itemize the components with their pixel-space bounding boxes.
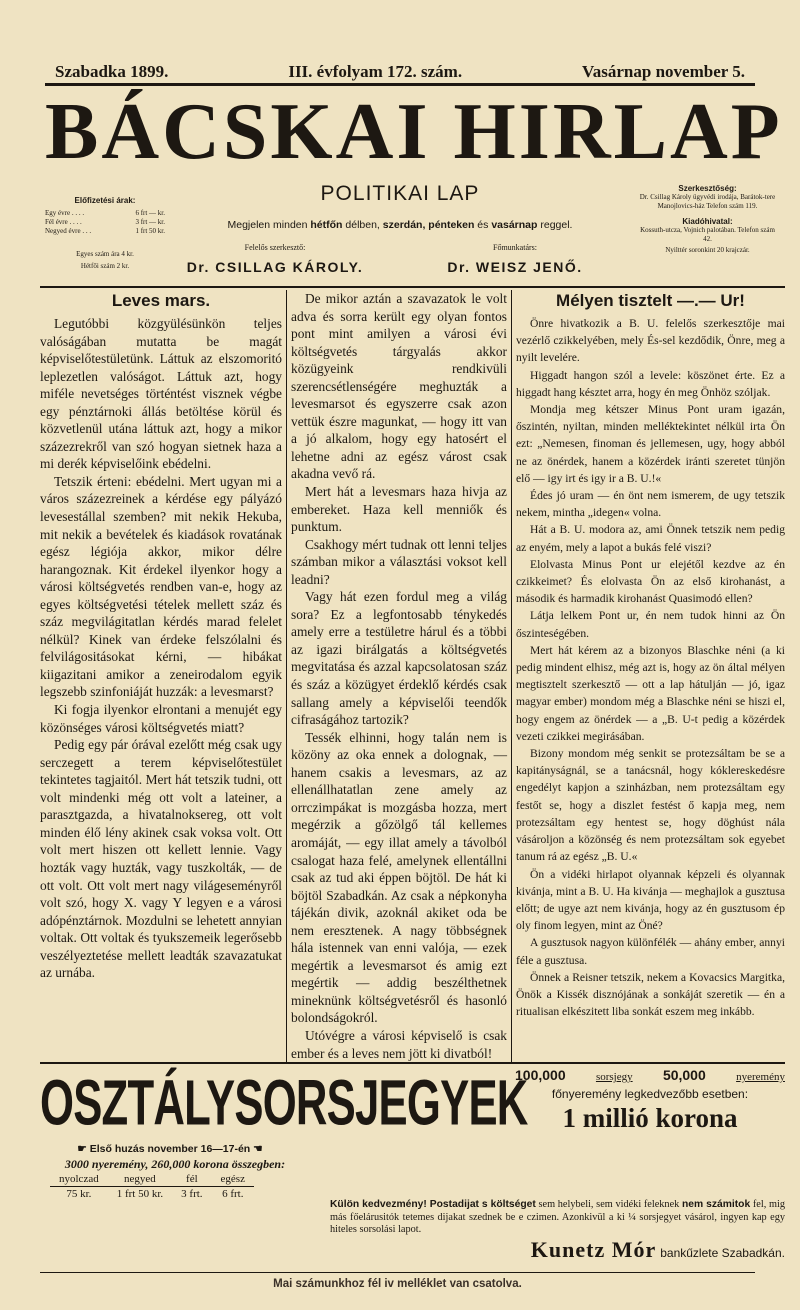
th: nyolczad <box>59 1173 99 1186</box>
publisher-heading: Kiadóhivatal: <box>682 217 733 226</box>
article-paragraph: Látja lelkem Pont ur, én nem tudok hinni az Ön őszinteségében. <box>516 609 785 640</box>
t: Első huzás november 16—17-én <box>89 1143 251 1156</box>
special-offer <box>330 1199 785 1237</box>
article-paragraph: Elolvasta Minus Pont ur elejétől kezdve az én czikkeimet? És elolvasta Ön az első kirohanást, a második és harmadik kirohanást Quasimodó ellen? <box>516 557 785 606</box>
t: szerdán, pénteken <box>382 219 475 231</box>
article-columns <box>40 286 785 1062</box>
seller <box>330 1237 785 1266</box>
t: bankűzlete Szabadkán. <box>660 1245 785 1260</box>
t: vasárnap <box>491 219 538 231</box>
price-table <box>50 1172 510 1201</box>
t: és <box>474 219 492 231</box>
t: délben, <box>342 219 383 231</box>
article-title: Leves mars. <box>111 291 211 310</box>
editorial-heading: Szerkesztőség: <box>678 184 737 193</box>
place-year: Szabadka 1899. <box>55 62 169 81</box>
prices-heading: Előfizetési árak: <box>74 196 136 205</box>
t: reggel. <box>537 219 573 231</box>
first-draw <box>40 1142 300 1156</box>
td: 3 frt. <box>181 1188 203 1201</box>
monday-price: Hétfői szám 2 kr. <box>80 262 130 270</box>
ad-headline: OSZTÁLYSORSJEGYEK <box>40 1066 528 1139</box>
editor-label: Felelős szerkesztő: <box>244 243 306 252</box>
dateline <box>55 62 745 82</box>
article-paragraph: Tetszik érteni: ebédelni. Mert ugyan mi a város százezreinek a kérdése egy pályázó levesestállal szemben? mit nekik Hekuba, mit nekik a bevételek és kiadások rovatának egész légiója akkor, mikor délre harangoznak. Kit érdekel ilyenkor hogy a városi költségvetés rendben van-e, hogy az egyes költségvetési tételek mellett száz és száz megvilágitatlan kérdés marad felelet nélkül? Kinek van érdeke felszólalni és felvilágositásokat kérni, — hibákat kiigazitani amikor a zeneirodalom egyik legszebb szinfoniáját huzzák: a levesmarst? <box>40 473 282 700</box>
price-value: 1 frt 50 kr. <box>135 227 165 235</box>
price-period: Negyed évre . . . <box>45 227 92 235</box>
masthead-area <box>0 0 800 286</box>
article-paragraph: Hát a B. U. modora az, ami Önnek tetszik nem pedig az enyém, mely a lapot a bukás felé viszi? <box>516 523 785 554</box>
price-row <box>45 209 165 218</box>
editor-name: Dr. CSILLAG KÁROLY. <box>186 259 364 275</box>
price-row <box>45 227 165 236</box>
article-paragraph: Édes jó uram — én önt nem ismerem, de ugy tetszik nekem, mintha „idegen« volna. <box>516 489 785 520</box>
price-value: 3 frt — kr. <box>135 218 165 226</box>
newspaper-subtitle: POLITIKAI LAP <box>320 182 480 205</box>
article-paragraph: Ön a vidéki hirlapot olyannak képzeli és olyannak kivánja, mint a B. U. Ha kivánja — meghajlok a gusztusa előtt; de ugye azt nem kivánja, hogy az én gusztusom ép oly finom legyen, mint az Öné? <box>516 867 785 933</box>
article-paragraph: A gusztusok nagyon különfélék — ahány ember, annyi féle a gusztusa. <box>516 936 785 967</box>
td: 1 frt 50 kr. <box>116 1188 164 1201</box>
td: 75 kr. <box>66 1188 92 1201</box>
article-open-letter <box>512 290 785 1020</box>
t: 100,000 <box>515 1067 566 1084</box>
th: negyed <box>124 1173 156 1186</box>
t: fel, mig más főelárusitók tetemes dijakat szednek be e czimen. Azonkivül a ki ¼ sorsjegyet vásárol, ingyen kap egy hiteles sorsolási lapot. <box>330 1199 785 1236</box>
editor-label: Főmunkatárs: <box>493 243 537 252</box>
subscription-prices <box>45 196 165 271</box>
ad-left <box>40 1066 528 1201</box>
price-row <box>45 218 165 227</box>
article-leves-mars-continued <box>287 290 512 1062</box>
t: Megjelen minden <box>227 219 311 231</box>
ad-lower-right <box>40 1199 785 1266</box>
ad-offer-block <box>330 1199 785 1266</box>
article-paragraph: Legutóbbi közgyülésünkön teljes valóságában mutatta be magát képviselőtestületünk. Láttuk az elszomoritó leplezetlen valóságot. Láttuk azt, hogy miféle nevetséges történtést visznek végbe egy pénztárnoki állás betöltése körül és közvetlenül utána láttuk azt, hogy a mikor százezrekről van szó hogyan sietnek haza a mi derék képviselőink ebédelni. <box>40 316 282 472</box>
price-period: Egy évre . . . . <box>45 209 85 217</box>
t: hétfőn <box>310 219 343 231</box>
lottery-advertisement <box>40 1062 785 1201</box>
article-paragraph: Higgadt hangon szól a levele: köszönet érte. Ez a higgadt hang késztet arra, hogy én meg Önhöz szóljak. <box>516 368 785 399</box>
t: sorsjegy <box>595 1071 633 1084</box>
supplement-note: Mai számunkhoz fél iv melléklet van csatolva. <box>40 1272 755 1310</box>
article-paragraph: Ki fogja ilyenkor elrontani a menujét egy közönséges városi költségvetés miatt? <box>40 702 282 735</box>
ad-ticket-counts <box>515 1066 785 1086</box>
article-paragraph: Utóvégre a városi képviselő is csak ember és a leves nem jött ki divatból! <box>291 1027 507 1061</box>
responsible-editor <box>175 243 375 276</box>
t: 50,000 <box>662 1067 706 1084</box>
masthead <box>45 88 783 176</box>
price-value: 6 frt — kr. <box>135 209 165 217</box>
th: fél <box>186 1173 198 1186</box>
header-rule <box>45 83 755 86</box>
editor-name: Dr. WEISZ JENŐ. <box>447 259 583 275</box>
pointing-hand-icon: ☚ <box>250 1143 263 1156</box>
jackpot: 1 millió korona <box>562 1103 738 1134</box>
td: 6 frt. <box>222 1188 244 1201</box>
publisher-address: Kossuth-utcza, Vojnich palotában. Telefon szám 42. <box>640 226 775 243</box>
t: nem számitok <box>681 1199 751 1211</box>
article-paragraph: De mikor aztán a szavazatok le volt adva és sorra került egy olyan fontos pont mint amilyen a városi évi költségvetés tárgyalás akkor közügyeink rendkivüli szerencsétlenségére meghuzták a levesmarsot és egyszerre csak azon vettük észre magunkat, — hogy itt van a jó alkalom, hogy egy hatosért el lehetne adni az egész várost csak akadna vevő rá. <box>291 291 507 482</box>
ad-right <box>510 1066 785 1201</box>
article-paragraph: Önnek a Reisner tetszik, nekem a Kovacsics Margitka, Önök a Kissék disznójának a sonkáját szeretik — én a ritualisan elkészitett liba sonkát eszem meg inkább. <box>516 970 785 1019</box>
article-title: Mélyen tisztelt —.— Ur! <box>556 291 745 310</box>
article-paragraph: Mert hát a levesmars haza hivja az embereket. Haza kell menniők és punktum. <box>291 484 507 535</box>
jackpot-intro: főnyeremény legkedvezőbb esetben: <box>551 1087 749 1102</box>
issue-date: Vasárnap november 5. <box>582 62 745 81</box>
volume-number: III. évfolyam 172. szám. <box>288 62 463 81</box>
appearance-schedule <box>175 219 625 232</box>
article-paragraph: Csakhogy mért tudnak ott lenni teljes számban mikor a választási voksot kell leadni? <box>291 536 507 587</box>
single-price: Egyes szám ára 4 kr. <box>76 250 134 258</box>
article-paragraph: Mert hát kérem az a bizonyos Blaschke néni (a ki pedig mindent elhisz, még azt is, hogy az ön által mélyen megtisztelt szerkesztő — ott a lap hátulján — jó, igaz magyar ember) mondom még a Blaschke néni se hiszi el, hogy engem az önérdek — a „B. U-t pedig a közérdek vezeti czikkei megirásában. <box>516 643 785 743</box>
th: egész <box>220 1173 245 1186</box>
article-leves-mars <box>40 290 287 1062</box>
t: nyeremény <box>736 1071 785 1084</box>
editorial-address: Dr. Csillag Károly ügyvédi irodája, Barátok-tere Manojlovics-ház Telefon szám 119. <box>639 193 776 210</box>
t: Külön kedvezmény! Postadijat s költséget <box>330 1199 536 1211</box>
newspaper-title: BÁCSKAI HIRLAP <box>45 88 783 176</box>
article-paragraph: Önre hivatkozik a B. U. felelős szerkesztője mai vezérlő czikkelyében, mely És-sel kezdődik, Önre, meg a nyilt levelére. <box>516 317 785 365</box>
t: sem helybeli, sem vidéki feleknek <box>535 1199 682 1211</box>
nyilter-price: Nyilttér soronkint 20 krajczár. <box>665 246 750 254</box>
article-paragraph: Mondja meg kétszer Minus Pont uram igazán, őszintén, nyiltan, minden melléktekintet nélkül irta Ön ezt: „Nemesen, finoman és jellemesen, ugy, hogy abból ne az önérdek, hanem a közérdek iránti szeretet tünjön elő — igy irt és igy ir a B. U.!« <box>516 403 785 485</box>
chief-contributor <box>415 243 615 276</box>
article-paragraph: Vagy hát ezen fordul meg a világ sora? Ez a legfontosabb ténykedés amely erre a testületre hárul és a többi az igazi birálgatás a költségvetés megvitatása és azzal kapcsolatosan száz és száz a közügyet érdeklő kérdés csak sallang amely a képviselői teendők cifraságához tartozik? <box>291 589 507 728</box>
seller-name: Kunetz Mór <box>530 1236 657 1262</box>
prize-summary: 3000 nyeremény, 260,000 korona összegben: <box>64 1157 286 1172</box>
price-period: Fél évre . . . . <box>45 218 82 226</box>
article-paragraph: Bizony mondom még senkit se protezsáltam be se a kapitányságnál, se a tanácsnál, hogy kóklereskedésre engedélyt kapjon a szinházban, nem protezsáltam egy festőt se, hogy a diszlet festést ő kapja meg, nem protezsáltam egy hentest se, hogy döghúst nála vásároljon a közönség és nem protezsáltam sok egyebet tanum rá az egész „B. U.« <box>516 747 785 864</box>
article-paragraph: Pedig egy pár órával ezelőtt még csak ugy serczegett a terem képviselőtestület tekintetes tagjaitól. Mert hát tetszik tudni, ott volt mindenki még ott volt a lateiner, a parasztgazda, a hivatalnoksereg, ott volt minden élő lény akinek csak voksa volt. Ott volt mert hiszen ott kellett lennie. Vagy hozták vagy huzták, vagy tuszkolták, — de ott volt. Ott volt mert nagy világeseményről volt szó, hogy X. vagy Y legyen e a városi adópénztárnok. Mozdulni se lehetett annyian voltak. Ott voltak és tyukszemeik legerősebb veszélyeztetése mellett leadták szavazatukat az urnába. <box>40 737 282 981</box>
pointing-hand-icon: ☛ <box>77 1143 90 1156</box>
office-info <box>635 184 780 255</box>
article-paragraph: Tessék elhinni, hogy talán nem is közöny az oka ennek a dolognak, — hanem csakis a levesmars, az az ellenállhatatlan zene amely az orrczimpákat is mozgásba hozza, mert megérzik a gőzölgő tál kellemes aromáját, — egy illat amely a távolból csalogat haza felé, amelynek ellentállni csak az tud aki éppen böjtöl. De hát ki böjtöl Szabadkán. Az csak a népkonyha tájékán divik, azoknál akiket oda be nem eresztenek. A nagy többségnek hála istennek van enni valója, — ezek megértik a levesmarsot és amig ezt megértik — addig beszélthetnek mineknünk költségvetésről és hasonló bolondságokról. <box>291 729 507 1026</box>
